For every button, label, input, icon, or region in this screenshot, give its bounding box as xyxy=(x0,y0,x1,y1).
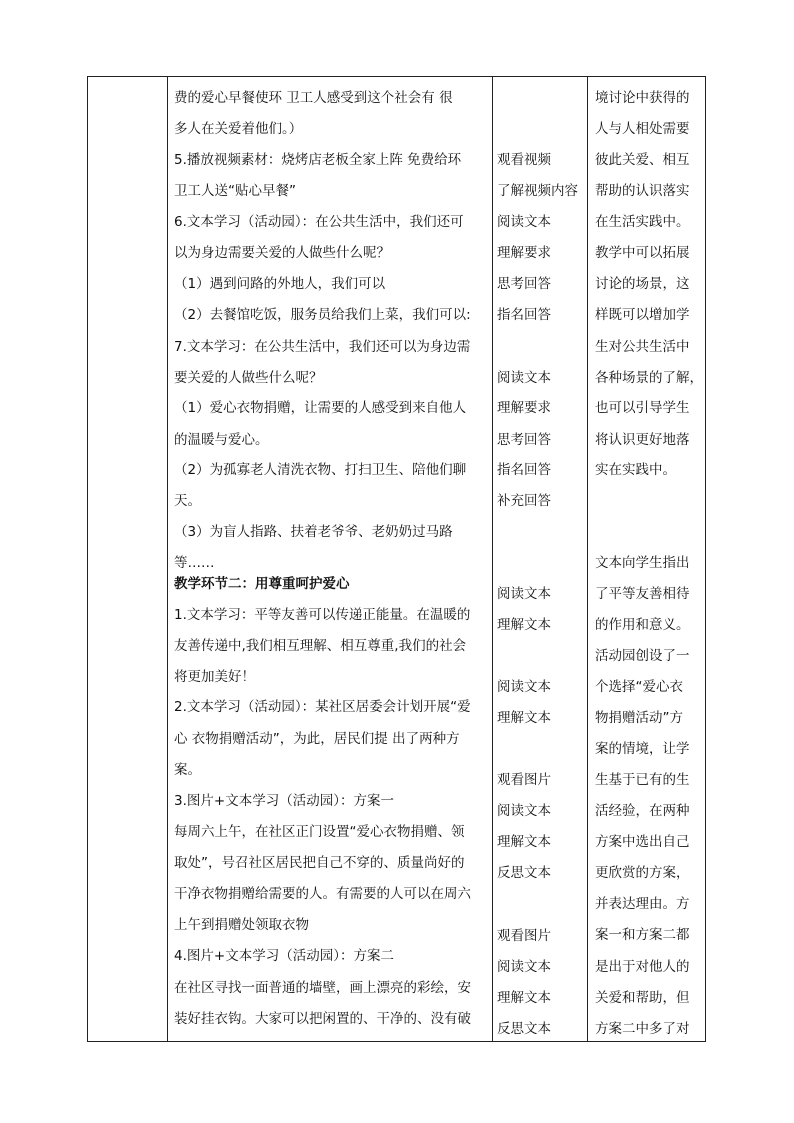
col4-line: 关爱和帮助，但 xyxy=(595,990,690,1006)
col4-line: 并表达理由。方 xyxy=(595,896,690,912)
col3-line: 理解要求 xyxy=(497,245,551,261)
col4-line: 实在实践中。 xyxy=(595,462,676,478)
col4-line: 案的情境，让学 xyxy=(595,741,690,757)
col3-line: 反思文本 xyxy=(497,865,551,881)
col4-line: 教学中可以拓展 xyxy=(595,245,690,261)
col4-line: 文本向学生指出 xyxy=(595,555,690,571)
col3-line: 思考回答 xyxy=(497,432,551,448)
col4-line: 帮助的认识落实 xyxy=(595,183,690,199)
col4-line: 将认识更好地落 xyxy=(595,432,690,448)
lesson-plan-table xyxy=(87,76,706,1042)
col2-line: （2）为孤寡老人清洗衣物、打扫卫生、陪他们聊 xyxy=(174,462,467,478)
col4-line: 了平等友善相待 xyxy=(595,586,690,602)
col2-line: 心 衣物捐赠活动”，为此，居民们提 出了两种方 xyxy=(174,731,460,747)
col2-line: 1.文本学习：平等友善可以传递正能量。在温暖的 xyxy=(174,607,471,623)
col2-line: （1）遇到问路的外地人，我们可以 xyxy=(174,276,386,292)
col4-line: 人与人相处需要 xyxy=(595,121,690,137)
col4-line: 活动园创设了一 xyxy=(595,648,690,664)
col3-line: 观看图片 xyxy=(497,772,551,788)
col2-line: 取处”，号召社区居民把自己不穿的、质量尚好的 xyxy=(174,855,465,871)
col4-line: 也可以引导学生 xyxy=(595,400,690,416)
col2-line: 卫工人送“贴心早餐” xyxy=(174,183,296,199)
col2-line: 费的爱心早餐使环 卫工人感受到这个社会有 很 xyxy=(174,90,453,106)
col4-line: 生基于已有的生 xyxy=(595,772,690,788)
col4-line: 方案中选出自己 xyxy=(595,834,690,850)
col3-line: 阅读文本 xyxy=(497,679,551,695)
col2-line: 3.图片+文本学习（活动园）：方案一 xyxy=(174,793,394,809)
col2-line: 5.播放视频素材：烧烤店老板全家上阵 免费给环 xyxy=(174,152,462,168)
col2-line: 多人在关爱着他们。） xyxy=(174,121,303,137)
col2-line: 将更加美好！ xyxy=(174,669,255,685)
col3-line: 阅读文本 xyxy=(497,370,551,386)
col4-line: 讨论的场景，这 xyxy=(595,276,690,292)
col3-line: 阅读文本 xyxy=(497,214,551,230)
col2-line: （3）为盲人指路、扶着老爷爷、老奶奶过马路 xyxy=(174,524,453,540)
col2-line: （1）爱心衣物捐赠，让需要的人感受到来自他人 xyxy=(174,400,467,416)
col3-line: 观看视频 xyxy=(497,152,551,168)
col3-line: 阅读文本 xyxy=(497,586,551,602)
col2-line: 在社区寻找一面普通的墙壁，画上漂亮的彩绘，安 xyxy=(174,980,471,996)
col4-line: 个选择“爱心衣 xyxy=(595,679,683,695)
col3-line: 指名回答 xyxy=(497,307,551,323)
col4-line: 各种场景的了解， xyxy=(595,370,703,386)
col3-line: 观看图片 xyxy=(497,928,551,944)
col3-line: 了解视频内容 xyxy=(497,183,578,199)
col3-line: 理解文本 xyxy=(497,990,551,1006)
col4-line: 生对公共生活中 xyxy=(595,339,690,355)
col2-line: 等…… xyxy=(174,555,215,571)
col3-line: 理解要求 xyxy=(497,400,551,416)
col4-line: 活经验，在两种 xyxy=(595,803,690,819)
col4-line: 案一和方案二都 xyxy=(595,927,690,943)
col4-line: 彼此关爱、相互 xyxy=(595,152,690,168)
col2-line: （2）去餐馆吃饭，服务员给我们上菜，我们可以: xyxy=(174,307,471,323)
col2-line: 2.文本学习（活动园）：某社区居委会计划开展“爱 xyxy=(174,699,471,715)
col4-line: 方案二中多了对 xyxy=(595,1021,690,1037)
col3-line: 阅读文本 xyxy=(497,803,551,819)
col2-line: 装好挂衣钩。大家可以把闲置的、干净的、没有破 xyxy=(174,1011,471,1027)
col3-line: 思考回答 xyxy=(497,276,551,292)
col3-line: 反思文本 xyxy=(497,1021,551,1037)
col2-line: 以为身边需要关爱的人做些什么呢？ xyxy=(174,245,390,261)
col2-line: 每周六上午，在社区正门设置“爱心衣物捐赠、领 xyxy=(174,824,465,840)
col4-line: 在生活实践中。 xyxy=(595,214,690,230)
col2-line: 上午到捐赠处领取衣物 xyxy=(174,917,309,933)
col3-line: 理解文本 xyxy=(497,617,551,633)
col4-line: 物捐赠活动”方 xyxy=(595,710,683,726)
col2-line: 的温暖与爱心。 xyxy=(174,432,269,448)
col3-line: 理解文本 xyxy=(497,710,551,726)
col2-line: 6.文本学习（活动园）：在公共生活中，我们还可 xyxy=(174,214,464,230)
col4-line: 更欣赏的方案， xyxy=(595,865,690,881)
col2-line: 4.图片+文本学习（活动园）：方案二 xyxy=(174,948,394,964)
col4-line: 是出于对他人的 xyxy=(595,959,690,975)
column-divider xyxy=(167,77,168,1041)
col4-line: 的作用和意义。 xyxy=(595,617,690,633)
col2-line: 7.文本学习：在公共生活中，我们还可以为身边需 xyxy=(174,339,471,355)
col2-line: 天。 xyxy=(174,493,201,509)
col3-line: 阅读文本 xyxy=(497,959,551,975)
col4-line: 样既可以增加学 xyxy=(595,307,690,323)
col2-line: 教学环节二：用尊重呵护爱心 xyxy=(174,576,350,592)
col2-line: 友善传递中,我们相互理解、相互尊重,我们的社会 xyxy=(174,638,467,654)
col3-line: 理解文本 xyxy=(497,834,551,850)
col3-line: 补充回答 xyxy=(497,493,551,509)
col2-line: 要关爱的人做些什么呢？ xyxy=(174,370,323,386)
col2-line: 干净衣物捐赠给需要的人。有需要的人可以在周六 xyxy=(174,886,471,902)
column-divider xyxy=(587,77,588,1041)
col3-line: 指名回答 xyxy=(497,462,551,478)
col4-line: 境讨论中获得的 xyxy=(595,90,690,106)
column-divider xyxy=(492,77,493,1041)
col2-line: 案。 xyxy=(174,762,201,778)
